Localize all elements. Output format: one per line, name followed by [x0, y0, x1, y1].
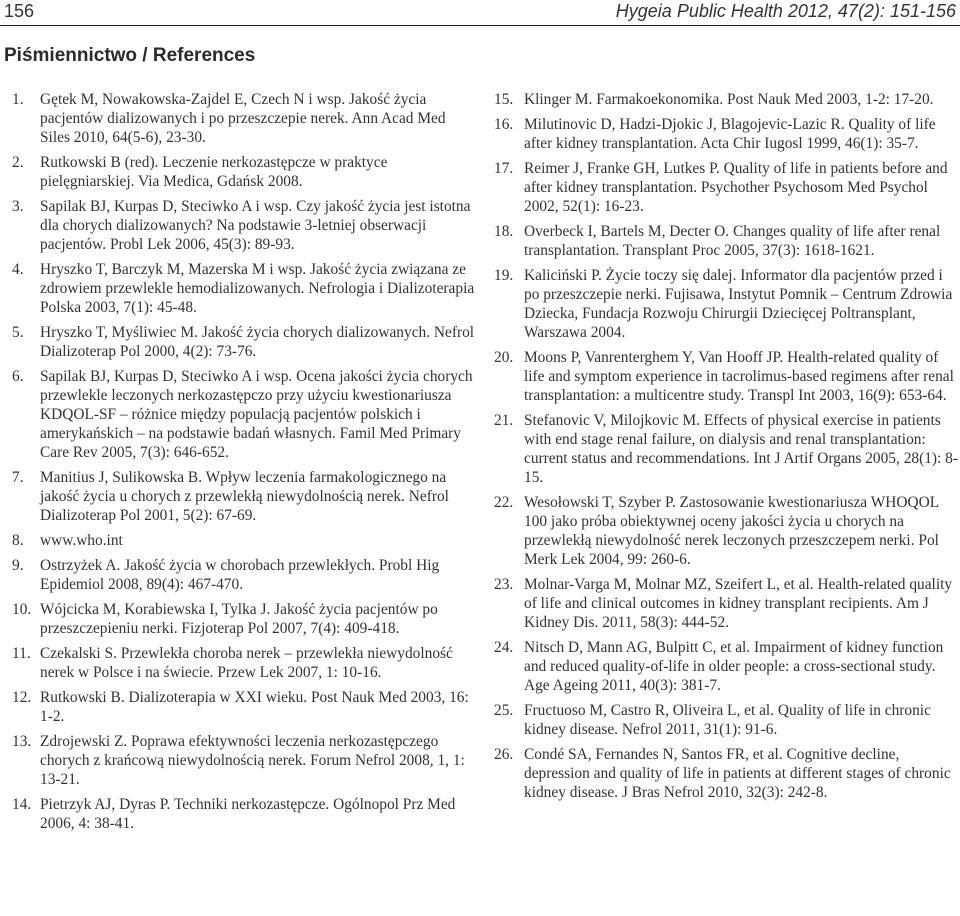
reference-text: Rutkowski B. Dializoterapia w XXI wieku. Post Nauk Med 2003, 16: 1-2.	[40, 689, 469, 725]
references-right-column	[494, 90, 958, 808]
reference-item	[12, 600, 476, 638]
reference-text: Hryszko T, Myśliwiec M. Jakość życia chorych dializowanych. Nefrol Dializoterap Pol 2000, 4(2): 73-76.	[40, 324, 475, 360]
reference-number: 1.	[12, 91, 24, 108]
reference-number: 4.	[12, 261, 24, 278]
reference-text: Ostrzyżek A. Jakość życia w chorobach przewlekłych. Probl Hig Epidemiol 2008, 89(4): 467-470.	[40, 557, 440, 593]
reference-item	[494, 266, 958, 342]
references-left-column	[12, 90, 476, 839]
reference-text: Kaliciński P. Życie toczy się dalej. Informator dla pacjentów przed i po przeszczepie nerki. Fujisawa, Instytut Pomnik – Centrum Zdrowia Dziecka, Fundacja Rozwoju Chirurgii Dziecięcej Poltransplant, Warszawa 2004.	[524, 267, 953, 341]
reference-number: 26.	[494, 746, 514, 763]
reference-item	[494, 411, 958, 487]
reference-item	[12, 153, 476, 191]
reference-item	[12, 795, 476, 833]
reference-item	[12, 644, 476, 682]
section-title: Piśmiennictwo / References	[4, 45, 256, 66]
reference-text: Klinger M. Farmakoekonomika. Post Nauk Med 2003, 1-2: 17-20.	[524, 91, 934, 108]
reference-number: 18.	[494, 223, 514, 240]
reference-item	[494, 115, 958, 153]
reference-text: Gętek M, Nowakowska-Zajdel E, Czech N i wsp. Jakość życia pacjentów dializowanych i po przeszczepie nerek. Ann Acad Med Siles 2010, 64(5-6), 23-30.	[40, 91, 446, 146]
reference-text: Molnar-Varga M, Molnar MZ, Szeifert L, et al. Health-related quality of life and clinical outcomes in kidney transplant recipients. Am J Kidney Dis. 2011, 58(3): 444-52.	[524, 576, 953, 631]
reference-item	[12, 468, 476, 525]
reference-text: Pietrzyk AJ, Dyras P. Techniki nerkozastępcze. Ogólnopol Prz Med 2006, 4: 38-41.	[40, 796, 456, 832]
reference-number: 5.	[12, 324, 24, 341]
reference-number: 10.	[12, 601, 32, 618]
reference-number: 15.	[494, 91, 514, 108]
reference-number: 13.	[12, 733, 32, 750]
reference-number: 3.	[12, 198, 24, 215]
page-number: 156	[4, 1, 35, 21]
reference-number: 21.	[494, 412, 514, 429]
reference-text: Sapilak BJ, Kurpas D, Steciwko A i wsp. Ocena jakości życia chorych przewlekle leczonych nerkozastępczo przy użyciu kwestionariusza KDQOL-SF – różnice między populacją pacjentów polskich i amerykańskich – na podstawie badań własnych. Famil Med Primary Care Rev 2005, 7(3): 646-652.	[40, 368, 473, 461]
reference-text: Fructuoso M, Castro R, Oliveira L, et al. Quality of life in chronic kidney disease. Nefrol 2011, 31(1): 91-6.	[524, 702, 931, 738]
reference-number: 11.	[12, 645, 31, 662]
reference-item	[494, 745, 958, 802]
reference-text: Zdrojewski Z. Poprawa efektywności leczenia nerkozastępczego chorych z krańcową niewydolnością nerek. Forum Nefrol 2008, 1, 1: 13-21.	[40, 733, 465, 788]
reference-number: 7.	[12, 469, 24, 486]
reference-text: Milutinovic D, Hadzi-Djokic J, Blagojevic-Lazic R. Quality of life after kidney transplantation. Acta Chir Iugosl 1999, 46(1): 35-7.	[524, 116, 936, 152]
reference-text: Nitsch D, Mann AG, Bulpitt C, et al. Impairment of kidney function and reduced quality-of-life in older people: a cross-sectional study. Age Ageing 2011, 40(3): 381-7.	[524, 639, 944, 694]
reference-item	[494, 638, 958, 695]
reference-item	[12, 367, 476, 462]
reference-item	[494, 701, 958, 739]
reference-text: www.who.int	[40, 532, 123, 549]
reference-text: Overbeck I, Bartels M, Decter O. Changes quality of life after renal transplantation. Transplant Proc 2005, 37(3): 1618-1621.	[524, 223, 941, 259]
reference-number: 12.	[12, 689, 32, 706]
reference-number: 20.	[494, 349, 514, 366]
reference-text: Condé SA, Fernandes N, Santos FR, et al. Cognitive decline, depression and quality of life in patients at different stages of chronic kidney disease. J Bras Nefrol 2010, 32(3): 242-8.	[524, 746, 951, 801]
header-divider	[0, 25, 960, 26]
reference-text: Czekalski S. Przewlekła choroba nerek – przewlekła niewydolność nerek w Polsce i na świecie. Przew Lek 2007, 1: 10-16.	[40, 645, 453, 681]
reference-item	[12, 556, 476, 594]
reference-number: 14.	[12, 796, 32, 813]
reference-number: 24.	[494, 639, 514, 656]
reference-item	[494, 348, 958, 405]
reference-text: Manitius J, Sulikowska B. Wpływ leczenia farmakologicznego na jakość życia u chorych z przewlekłą niewydolnością nerek. Nefrol Dializoterap Pol 2001, 5(2): 67-69.	[40, 469, 449, 524]
reference-number: 8.	[12, 532, 24, 549]
reference-item	[494, 575, 958, 632]
running-header	[0, 0, 960, 24]
reference-item	[12, 197, 476, 254]
journal-citation: Hygeia Public Health 2012, 47(2): 151-156	[615, 1, 956, 21]
reference-number: 6.	[12, 368, 24, 385]
reference-text: Wesołowski T, Szyber P. Zastosowanie kwestionariusza WHOQOL 100 jako próba obiektywnej oceny jakości życia u chorych na przewlekłą niewydolność nerek leczonych przeszczepem nerki. Pol Merk Lek 2004, 99: 260-6.	[524, 494, 939, 568]
reference-number: 22.	[494, 494, 514, 511]
reference-item	[12, 688, 476, 726]
reference-text: Moons P, Vanrenterghem Y, Van Hooff JP. Health-related quality of life and symptom experience in tacrolimus-based regimens after renal transplantation: a multicentre study. Transpl Int 2003, 16(9): 653-64.	[524, 349, 954, 404]
reference-text: Reimer J, Franke GH, Lutkes P. Quality of life in patients before and after kidney transplantation. Psychother Psychosom Med Psychol 2002, 52(1): 16-23.	[524, 160, 948, 215]
reference-number: 2.	[12, 154, 24, 171]
reference-number: 16.	[494, 116, 514, 133]
reference-text: Hryszko T, Barczyk M, Mazerska M i wsp. Jakość życia związana ze zdrowiem przewlekle hemodializowanych. Nefrologia i Dializoterapia Polska 2003, 7(1): 45-48.	[40, 261, 475, 316]
reference-item	[12, 531, 476, 550]
reference-number: 23.	[494, 576, 514, 593]
reference-number: 25.	[494, 702, 514, 719]
reference-item	[12, 260, 476, 317]
reference-text: Rutkowski B (red). Leczenie nerkozastępcze w praktyce pielęgniarskiej. Via Medica, Gdańsk 2008.	[40, 154, 388, 190]
reference-item	[12, 732, 476, 789]
reference-number: 17.	[494, 160, 514, 177]
reference-text: Wójcicka M, Korabiewska I, Tylka J. Jakość życia pacjentów po przeszczepieniu nerki. Fizjoterap Pol 2007, 7(4): 409-418.	[40, 601, 438, 637]
reference-number: 9.	[12, 557, 24, 574]
reference-text: Stefanovic V, Milojkovic M. Effects of physical exercise in patients with end stage renal failure, on dialysis and renal transplantation: current status and recommendations. Int J Artif Organs 2005, 28(1): 8-15.	[524, 412, 958, 486]
reference-text: Sapilak BJ, Kurpas D, Steciwko A i wsp. Czy jakość życia jest istotna dla chorych dializowanych? Na podstawie 3-letniej obserwacji pacjentów. Probl Lek 2006, 45(3): 89-93.	[40, 198, 471, 253]
reference-item	[12, 90, 476, 147]
reference-number: 19.	[494, 267, 514, 284]
reference-item	[494, 222, 958, 260]
reference-item	[494, 493, 958, 569]
reference-item	[494, 90, 958, 109]
reference-item	[494, 159, 958, 216]
reference-item	[12, 323, 476, 361]
